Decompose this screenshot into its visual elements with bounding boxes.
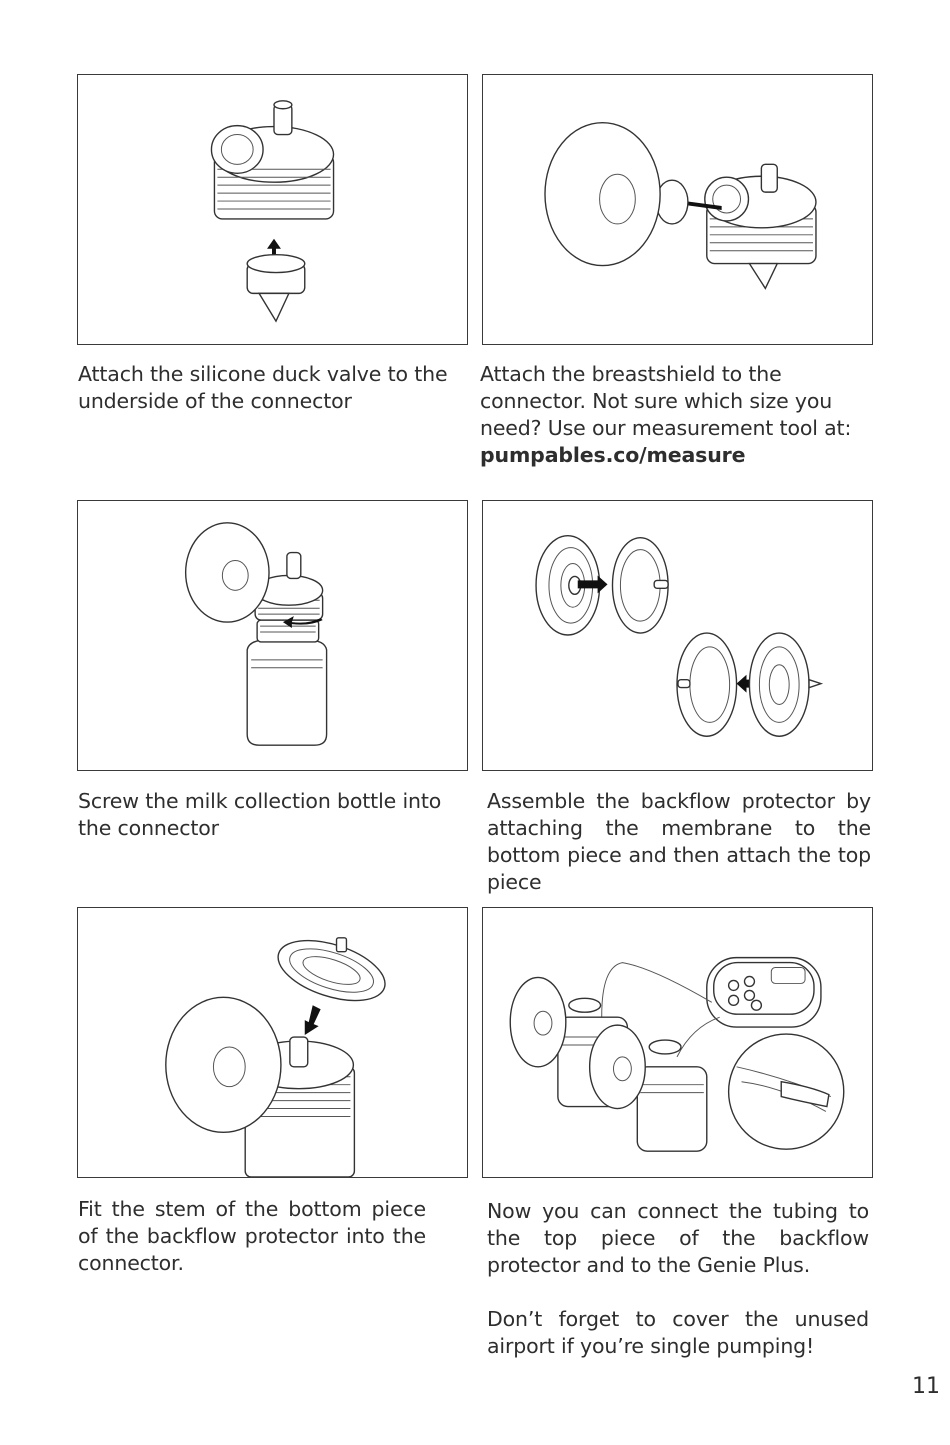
backflow-protector-illustration [483,501,872,770]
step-6-caption [487,1198,869,1360]
caption-text: Attach the breastshield to the connector. Not sure which size you need? Use our measurement tool at: [480,362,852,440]
step-2-illustration [482,74,873,345]
breastshield-illustration [483,75,872,344]
pump-illustration [483,908,872,1177]
step-5-caption [78,1196,426,1277]
measure-link[interactable]: pumpables.co/measure [480,443,746,467]
caption-text: Assemble the backflow protector by attaching the membrane to the bottom piece and then attach the top piece [487,789,871,894]
bottle-illustration [78,501,467,770]
step-3-illustration [77,500,468,771]
caption-text: Now you can connect the tubing to the top piece of the backflow protector and to the Genie Plus. [487,1199,869,1277]
caption-text: Screw the milk collection bottle into the connector [78,789,442,840]
caption-text: Fit the stem of the bottom piece of the backflow protector into the connector. [78,1197,426,1275]
page-number: 11 [912,1374,940,1399]
caption-text: Attach the silicone duck valve to the underside of the connector [78,362,448,413]
stem-illustration [78,908,467,1177]
single-pumping-note: Don’t forget to cover the unused airport if you’re single pumping! [487,1307,869,1358]
step-4-caption [487,788,871,896]
step-3-caption [78,788,448,842]
step-1-illustration [77,74,468,345]
step-4-illustration [482,500,873,771]
step-5-illustration [77,907,468,1178]
step-6-illustration [482,907,873,1178]
step-2-caption [480,361,890,469]
duck-valve-illustration [78,75,467,344]
step-1-caption [78,361,458,415]
